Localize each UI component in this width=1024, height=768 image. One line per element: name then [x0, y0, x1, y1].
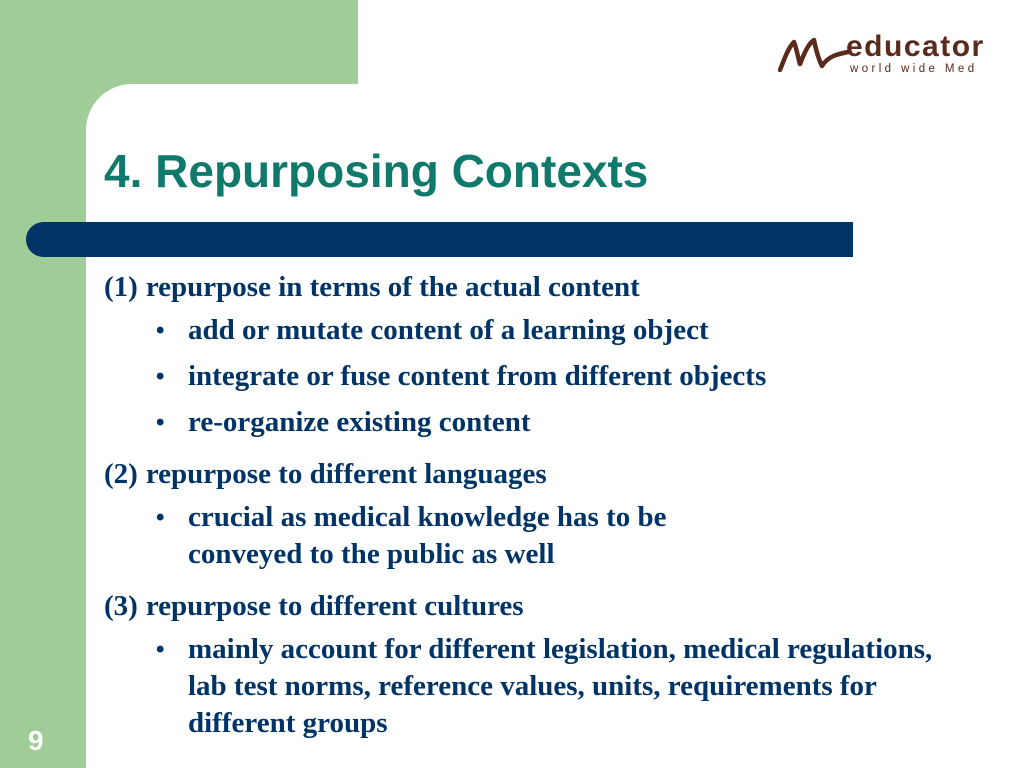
- logo-wordmark: educator: [846, 30, 985, 63]
- bullet-text: integrate or fuse content from different objects: [188, 360, 767, 392]
- section-3: [104, 587, 984, 742]
- bullet-list: [104, 499, 984, 573]
- list-item: [104, 631, 984, 742]
- section-heading: [104, 268, 984, 306]
- section-heading-text: repurpose to different cultures: [145, 590, 524, 622]
- section-number: (3): [104, 590, 138, 622]
- bullet-dot-icon: •: [156, 317, 165, 344]
- title-underline-bar: [26, 222, 853, 257]
- bullet-text: mainly account for different legislation, medical regulations, lab test norms, reference values, units, requirements for different groups: [188, 633, 933, 739]
- bullet-list: [104, 631, 984, 742]
- section-heading-text: repurpose to different languages: [145, 458, 547, 490]
- list-item: [104, 499, 984, 573]
- list-item: [104, 312, 984, 349]
- section-number: (1): [104, 271, 138, 303]
- section-heading-text: repurpose in terms of the actual content: [145, 271, 640, 303]
- bullet-dot-icon: •: [156, 363, 165, 390]
- section-heading: [104, 455, 984, 493]
- bullet-text: crucial as medical knowledge has to be conveyed to the public as well: [188, 501, 667, 570]
- section-heading: [104, 587, 984, 625]
- slide-title: 4. Repurposing Contexts: [104, 145, 649, 197]
- logo-tagline: world wide Med: [850, 63, 978, 75]
- mEducator-logo: [778, 30, 1003, 78]
- bullet-text: add or mutate content of a learning object: [188, 314, 709, 346]
- bullet-text: re-organize existing content: [188, 406, 531, 438]
- bullet-dot-icon: •: [156, 504, 165, 531]
- section-number: (2): [104, 458, 138, 490]
- section-1: [104, 268, 984, 441]
- logo-m-icon: [778, 36, 850, 72]
- page-number: 9: [28, 725, 44, 756]
- list-item: [104, 358, 984, 395]
- bullet-list: [104, 312, 984, 441]
- slide-body: [104, 268, 984, 751]
- section-2: [104, 455, 984, 573]
- bullet-dot-icon: •: [156, 409, 165, 436]
- list-item: [104, 404, 984, 441]
- bullet-dot-icon: •: [156, 636, 165, 663]
